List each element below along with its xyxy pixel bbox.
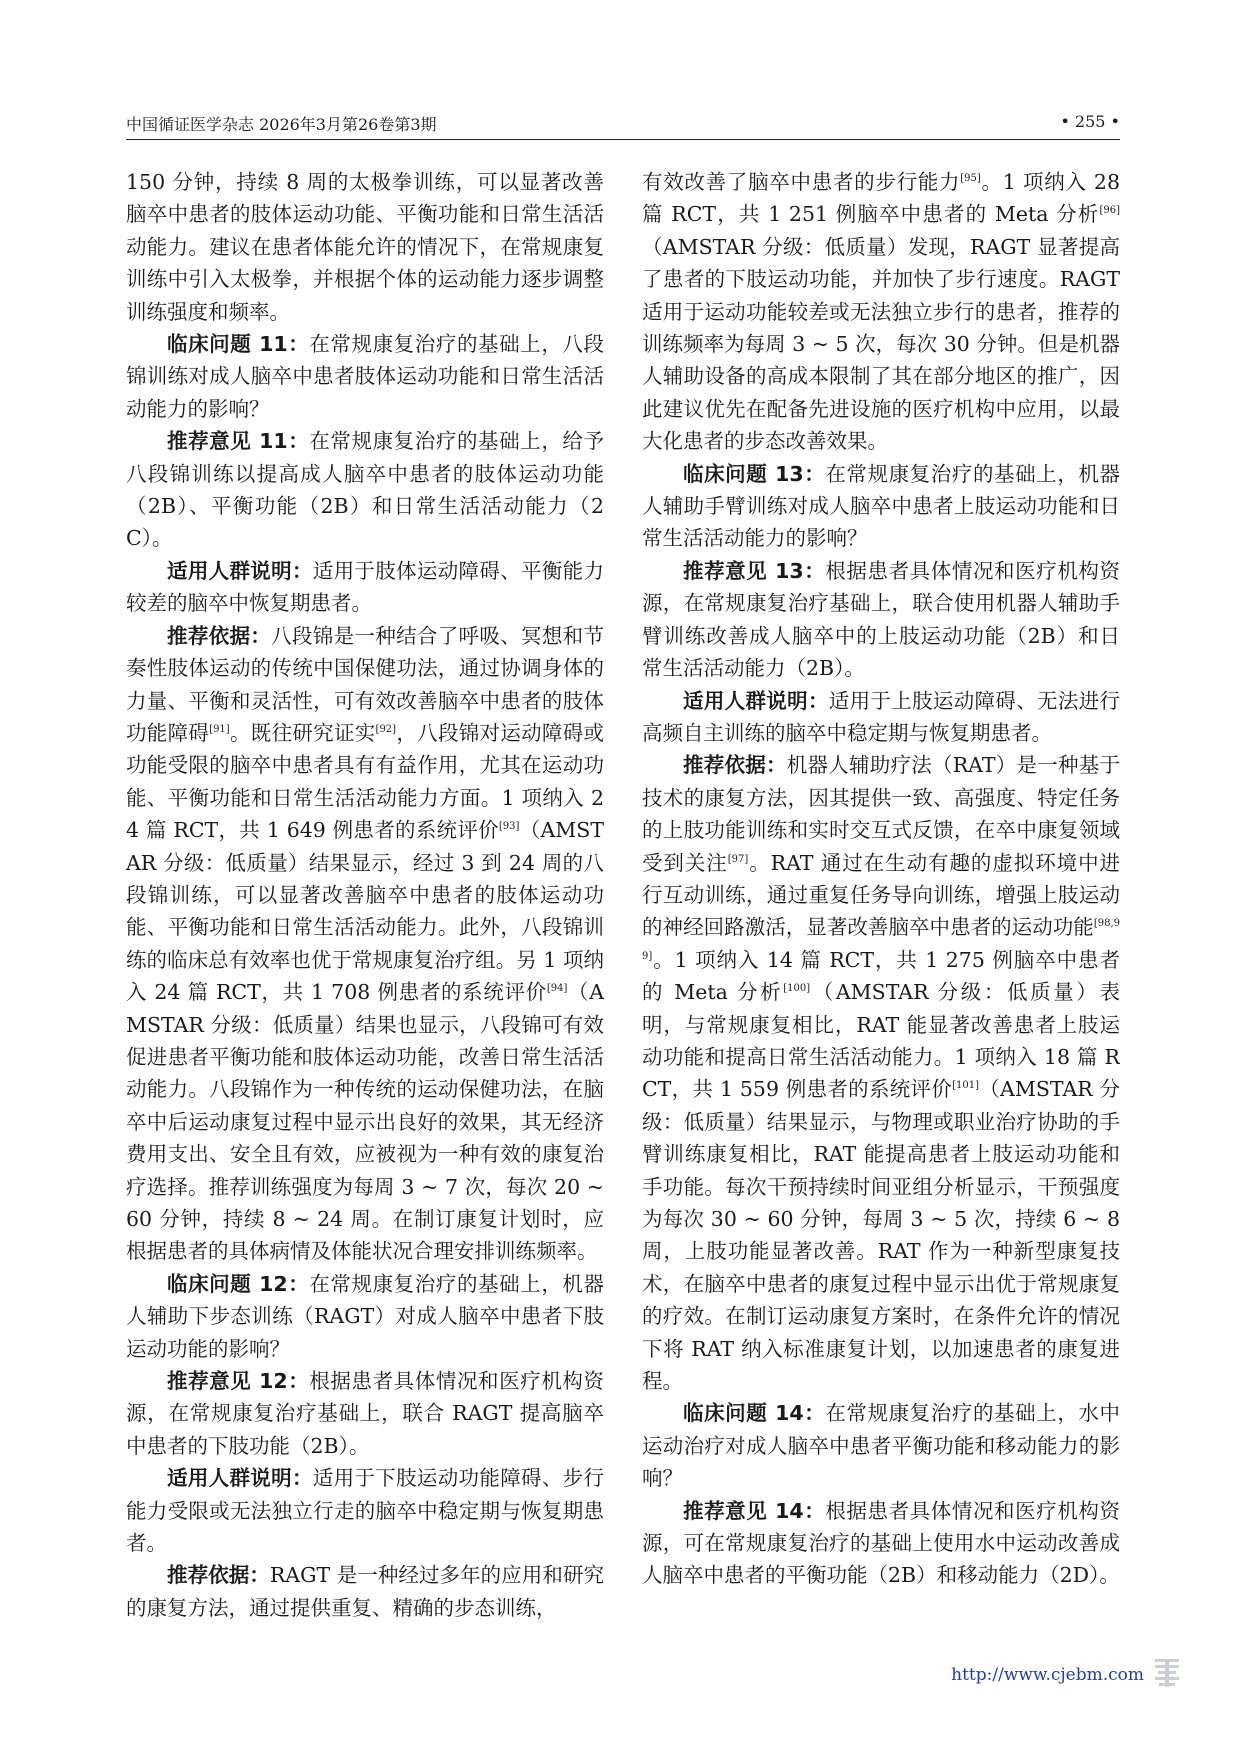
body-paragraph [642,555,1120,685]
body-paragraph [126,555,604,620]
paragraph-text: 150 分钟，持续 8 周的太极拳训练，可以显著改善脑卒中患者的肢体运动功能、平衡功能和日常生活活动能力。建议在患者体能允许的情况下，在常规康复训练中引入太极拳，并根据个体的运动能力逐步调整训练强度和频率。 [126,170,604,324]
paragraph-text: （AMSTAR 分级：低质量）结果显示，与物理或职业治疗协助的手臂训练康复相比，RAT 能提高患者上肢运动功能和手功能。每次干预持续时间亚组分析显示，干预强度为每次 30 ~ 60 分钟，每周 3 ~ 5 次，持续 6 ~ 8 周，上肢功能显著改善。RAT 作为一种新型康复技术，在脑卒中患者的康复过程中显示出优于常规康复的疗效。在制订运动康复方案时，在条件允许的情况下将 RAT 纳入标准康复计划，以加速患者的康复进程。 [642,1077,1120,1394]
paragraph-text: （AMSTAR 分级：低质量）结果也显示，八段锦可有效促进患者平衡功能和肢体运动功能，改善日常生活活动能力。八段锦作为一种传统的运动保健功法，在脑卒中后运动康复过程中显示出良好的效果，其无经济费用支出、安全且有效，应被视为一种有效的康复治疗选择。推荐训练强度为每周 3 ~ 7 次，每次 20 ~ 60 分钟，持续 8 ~ 24 周。在制订康复计划时，应根据患者的具体病情及体能状况合理安排训练频率。 [126,980,604,1264]
citation-ref: [92] [375,724,397,736]
paragraph-heading: 适用人群说明： [683,688,829,713]
body-paragraph [642,685,1120,750]
paragraph-text: 在常规康复治疗的基础上，机器人辅助下步态训练（RAGT）对成人脑卒中患者下肢运动功能的影响？ [126,1271,604,1361]
body-paragraph [126,425,604,555]
body-paragraph [126,1365,604,1462]
body-paragraph [642,1397,1120,1494]
right-text-column [642,166,1120,1641]
paragraph-text: 有效改善了脑卒中患者的步行能力 [642,170,961,194]
paragraph-text: 八段锦是一种结合了呼吸、冥想和节奏性肢体运动的传统中国保健功法，通过协调身体的力量、平衡和灵活性，可有效改善脑卒中患者的肢体功能障碍 [126,623,604,745]
paragraph-text: 在常规康复治疗的基础上，机器人辅助手臂训练对成人脑卒中患者上肢运动功能和日常生活活动能力的影响？ [642,461,1120,551]
body-paragraph [642,1495,1120,1592]
header-divider [126,139,1120,140]
paragraph-text: （AMSTAR 分级：低质量）结果显示，经过 3 到 24 周的八段锦训练，可以显著改善脑卒中患者的肢体运动功能、平衡功能和日常生活活动能力。此外，八段锦训练的临床总有效率也优于常规康复治疗组。另 1 项纳入 24 篇 RCT，共 1 708 例患者的系统评价 [126,818,604,1005]
paragraph-text: 根据患者具体情况和医疗机构资源，在常规康复治疗基础上，联合 RAGT 提高脑卒中患者的下肢功能（2B）。 [126,1369,604,1458]
paragraph-text: 机器人辅助疗法（RAT）是一种基于技术的康复方法，因其提供一致、高强度、特定任务的上肢功能训练和实时交互式反馈，在卒中康复领域受到关注 [642,753,1120,875]
citation-ref: [95] [960,173,981,185]
paragraph-text: 根据患者具体情况和医疗机构资源，在常规康复治疗基础上，联合使用机器人辅助手臂训练改善成人脑卒中的上肢运动功能（2B）和日常生活活动能力（2B）。 [642,558,1120,681]
paragraph-text: 。1 项纳入 28 篇 RCT，共 1 251 例脑卒中患者的 Meta 分析 [642,170,1120,227]
citation-ref: [97] [727,853,749,865]
body-paragraph [642,458,1120,555]
paragraph-text: （AMSTAR 分级：低质量）发现，RAGT 显著提高了患者的下肢运动功能，并加快了步行速度。RAGT 适用于运动功能较差或无法独立步行的患者，推荐的训练频率为每周 3 ~ 5 次，每次 30 分钟。但是机器人辅助设备的高成本限制了其在部分地区的推广，因此建议优先在配备先进设施的医疗机构中应用，以最大化患者的步态改善效果。 [642,234,1120,454]
paragraph-heading: 推荐意见 13： [683,558,826,583]
paragraph-heading: 推荐意见 11： [167,429,310,454]
paragraph-text: 。既往研究证实 [229,720,376,745]
paragraph-heading: 推荐意见 14： [683,1498,826,1523]
paragraph-text: 适用于上肢运动障碍、无法进行高频自主训练的脑卒中稳定期与恢复期患者。 [642,688,1120,745]
paragraph-heading: 推荐依据： [167,1563,270,1588]
paragraph-heading: 适用人群说明： [167,1466,313,1491]
body-paragraph [126,1462,604,1559]
citation-ref: [101] [952,1080,979,1092]
left-text-column [126,166,604,1641]
paragraph-text: 在常规康复治疗的基础上，八段锦训练对成人脑卒中患者肢体运动功能和日常生活活动能力的影响？ [126,332,604,421]
running-header [126,112,1120,138]
paragraph-text: 在常规康复治疗的基础上，水中运动治疗对成人脑卒中患者平衡功能和移动能力的影响？ [642,1401,1120,1491]
paragraph-heading: 适用人群说明： [167,558,313,583]
body-paragraph [642,749,1120,1397]
paragraph-text: 在常规康复治疗的基础上，给予八段锦训练以提高成人脑卒中患者的肢体运动功能（2B）、平衡功能（2B）和日常生活活动能力（2C）。 [126,429,604,551]
paragraph-text: （AMSTAR 分级：低质量）表明，与常规康复相比，RAT 能显著改善患者上肢运动功能和提高日常生活活动能力。1 项纳入 18 篇 RCT，共 1 559 例患者的系统评价 [642,980,1120,1102]
page-number: • 255 • [1060,112,1120,131]
citation-ref: [96] [1099,205,1120,217]
citation-ref: [100] [783,983,811,995]
paragraph-heading: 临床问题 14： [683,1401,826,1426]
paragraph-heading: 临床问题 11： [167,332,310,357]
paragraph-text: ，八段锦对运动障碍或功能受限的脑卒中患者具有有益作用，尤其在运动功能、平衡功能和日常生活活动能力方面。1 项纳入 24 篇 RCT，共 1 649 例患者的系统评价 [126,720,604,843]
paragraph-text: 适用于肢体运动障碍、平衡能力较差的脑卒中恢复期患者。 [126,558,604,616]
citation-ref: [94] [546,983,568,995]
citation-ref: [93] [498,821,520,833]
paragraph-text: 根据患者具体情况和医疗机构资源，可在常规康复治疗的基础上使用水中运动改善成人脑卒中患者的平衡功能（2B）和移动能力（2D）。 [642,1498,1120,1588]
paragraph-heading: 临床问题 13： [683,461,826,486]
paragraph-heading: 推荐依据： [683,753,787,778]
paragraph-text: RAGT 是一种经过多年的应用和研究的康复方法，通过提供重复、精确的步态训练， [126,1563,604,1620]
body-paragraph [126,1268,604,1365]
journal-issue-label: 中国循证医学杂志 2026年3月第26卷第3期 [126,115,437,134]
paragraph-text: 。RAT 通过在生动有趣的虚拟环境中进行互动训练，通过重复任务导向训练，增强上肢运动的神经回路激活，显著改善脑卒中患者的运动功能 [642,850,1120,940]
paragraph-text: 。1 项纳入 14 篇 RCT，共 1 275 例脑卒中患者的 Meta 分析 [642,947,1120,1005]
paragraph-heading: 推荐依据： [167,623,272,648]
body-paragraph [642,166,1120,458]
journal-logo-icon [1153,1657,1181,1689]
citation-ref: [91] [209,724,230,736]
body-paragraph [126,328,604,425]
paragraph-heading: 临床问题 12： [167,1271,310,1296]
body-paragraph [126,1559,604,1624]
citation-ref: [98,99] [642,918,1120,962]
journal-website-link[interactable]: http://www.cjebm.com [951,1665,1144,1685]
body-paragraph [126,166,604,328]
paragraph-heading: 推荐意见 12： [167,1369,310,1394]
paragraph-text: 适用于下肢运动功能障碍、步行能力受限或无法独立行走的脑卒中稳定期与恢复期患者。 [126,1466,604,1556]
body-paragraph [126,620,604,1268]
